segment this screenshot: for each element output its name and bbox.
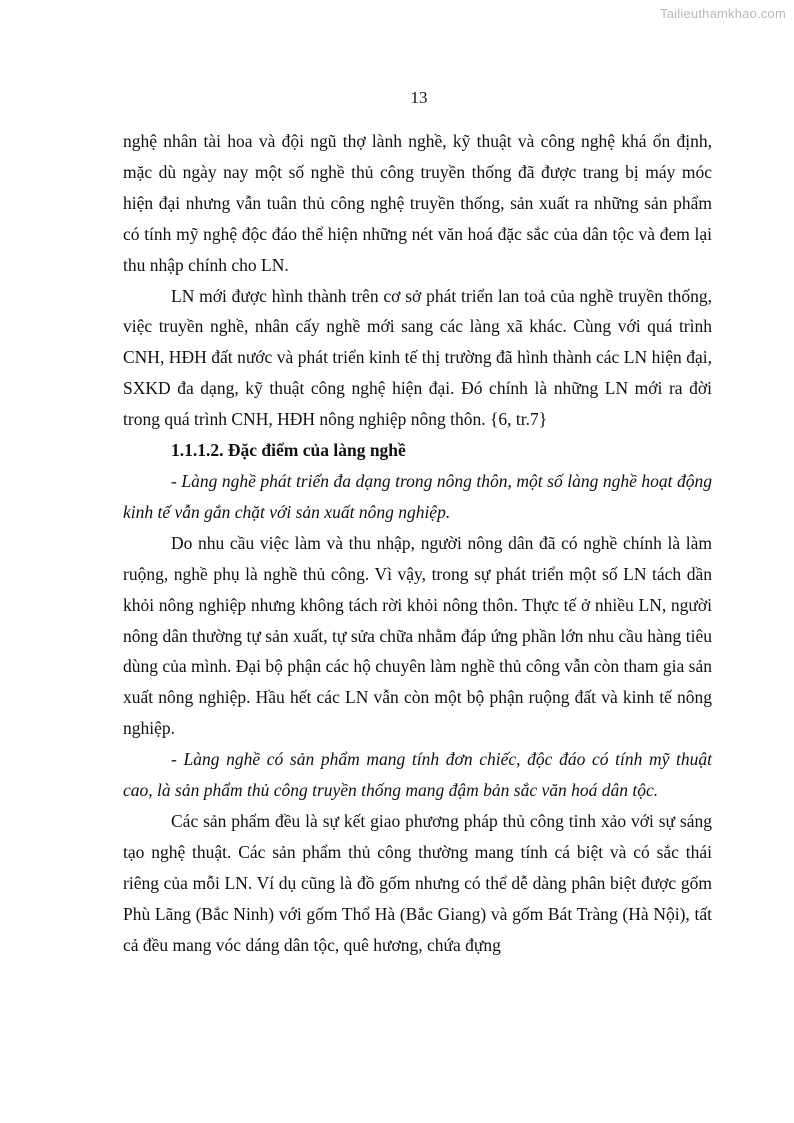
paragraph-new-craft-villages: LN mới được hình thành trên cơ sở phát triển lan toả của nghề truyền thống, việc truyền nghề, nhân cấy nghề mới sang các làng xã khác. Cùng với quá trình CNH, HĐH đất nước và phát triển kinh tế thị trường đã hình thành các LN hiện đại, SXKD đa dạng, kỹ thuật công nghệ hiện đại. Đó chính là những LN mới ra đời trong quá trình CNH, HĐH nông nghiệp nông thôn. {6, tr.7} xyxy=(123,285,712,430)
paragraph-continuation: nghệ nhân tài hoa và đội ngũ thợ lành nghề, kỹ thuật và công nghệ khá ổn định, mặc dù ngày nay một số nghề thủ công truyền thống đã được trang bị máy móc hiện đại nhưng vẫn tuân thủ công nghệ truyền thống, sản xuất ra những sản phẩm có tính mỹ nghệ độc đáo thể hiện những nét văn hoá đặc sắc của dân tộc và đem lại thu nhập chính cho LN. xyxy=(123,131,712,275)
page-number: 13 xyxy=(410,88,428,107)
paragraph-employment-income: Do nhu cầu việc làm và thu nhập, người nông dân đã có nghề chính là làm ruộng, nghề phụ là nghề thủ công. Vì vậy, trong sự phát triển một số LN tách dần khỏi nông nghiệp nhưng không tách rời khỏi nông thôn. Thực tế ở nhiều LN, người nông dân thường tự sản xuất, tự sửa chữa nhằm đáp ứng phần lớn nhu cầu hàng tiêu dùng của mình. Đại bộ phận các hộ chuyên làm nghề thủ công vẫn còn tham gia sản xuất nông nghiệp. Hầu hết các LN vẫn còn một bộ phận ruộng đất và kinh tế nông nghiệp. xyxy=(123,532,713,739)
document-body xyxy=(123,126,712,960)
watermark: Tailieuthamkhao.com xyxy=(660,6,786,21)
section-heading: 1.1.1.2. Đặc điểm của làng nghề xyxy=(171,440,406,461)
paragraph-products: Các sản phẩm đều là sự kết giao phương pháp thủ công tinh xảo với sự sáng tạo nghệ thuật. Các sản phẩm thủ công thường mang tính cá biệt và có sắc thái riêng của mỗi LN. Ví dụ cũng là đồ gốm nhưng có thể dễ dàng phân biệt được gốm Phù Lãng (Bắc Ninh) với gốm Thổ Hà (Bắc Giang) và gốm Bát Tràng (Hà Nội), tất cả đều mang vóc dáng dân tộc, quê hương, chứa đựng xyxy=(123,810,712,955)
feature-point-2: - Làng nghề có sản phẩm mang tính đơn chiếc, độc đáo có tính mỹ thuật cao, là sản phẩm thủ công truyền thống mang đậm bản sắc văn hoá dân tộc. xyxy=(123,749,712,801)
feature-point-1: - Làng nghề phát triển đa dạng trong nông thôn, một số làng nghề hoạt động kinh tế vẫn gắn chặt với sản xuất nông nghiệp. xyxy=(123,470,712,522)
